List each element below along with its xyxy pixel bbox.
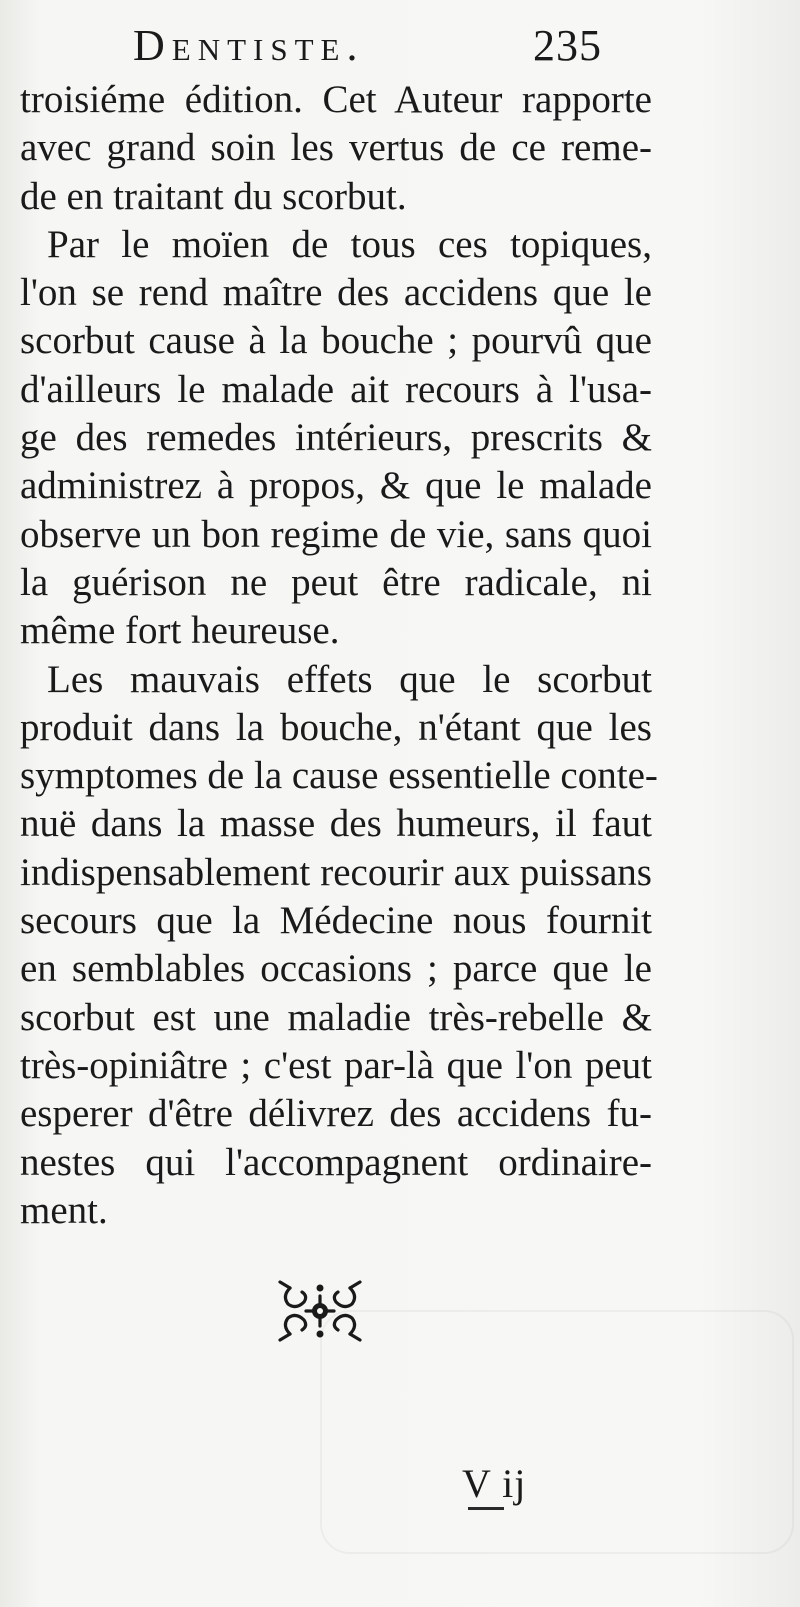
- text-line: nuë dans la masse des humeurs, il faut: [20, 802, 652, 846]
- text-line: secours que la Médecine nous fournit: [20, 899, 652, 943]
- paragraph-start-line: Les mauvais effets que le scorbut: [47, 657, 652, 701]
- text-line: symptomes de la cause essentielle conte-: [20, 754, 658, 798]
- text-line: produit dans la bouche, n'étant que les: [20, 705, 652, 749]
- text-line: nestes qui l'accompagnent ordinaire-: [20, 1140, 652, 1184]
- text-line: de en traitant du scorbut.: [20, 174, 407, 218]
- text-line: très-opiniâtre ; c'est par-là que l'on peut: [20, 1043, 652, 1087]
- paragraph-start-line: Par le moïen de tous ces topiques,: [47, 222, 652, 266]
- text-line: scorbut cause à la bouche ; pourvû que: [20, 319, 652, 363]
- text-line: ge des remedes intérieurs, prescrits &: [20, 416, 652, 460]
- text-line: administrez à propos, & que le malade: [20, 464, 652, 508]
- text-line: même fort heureuse.: [20, 609, 340, 653]
- text-line: d'ailleurs le malade ait recours à l'usa-: [20, 367, 652, 411]
- signature-mark: V ij: [462, 1461, 527, 1506]
- text-line: troisiéme édition. Cet Auteur rapporte: [20, 78, 652, 121]
- page-number: 235: [533, 21, 602, 70]
- text-line: en semblables occasions ; parce que le: [20, 947, 652, 991]
- text-line: indispensablement recourir aux puissans: [20, 850, 652, 894]
- body-text: [20, 76, 658, 1235]
- running-head: [0, 12, 800, 82]
- printers-fleuron-icon: [276, 1274, 364, 1348]
- text-line: avec grand soin les vertus de ce reme-: [20, 126, 652, 170]
- text-line: ment.: [20, 1188, 108, 1232]
- text-line: l'on se rend maître des accidens que le: [20, 271, 652, 315]
- show-through-shadow: [320, 1310, 794, 1554]
- text-line: esperer d'être délivrez des accidens fu-: [20, 1092, 652, 1136]
- text-line: scorbut est une maladie très-rebelle &: [20, 995, 652, 1039]
- text-line: la guérison ne peut être radicale, ni: [20, 560, 652, 604]
- signature-underline: [468, 1507, 504, 1510]
- running-title: Dentiste.: [133, 21, 365, 70]
- text-line: observe un bon regime de vie, sans quoi: [20, 512, 652, 556]
